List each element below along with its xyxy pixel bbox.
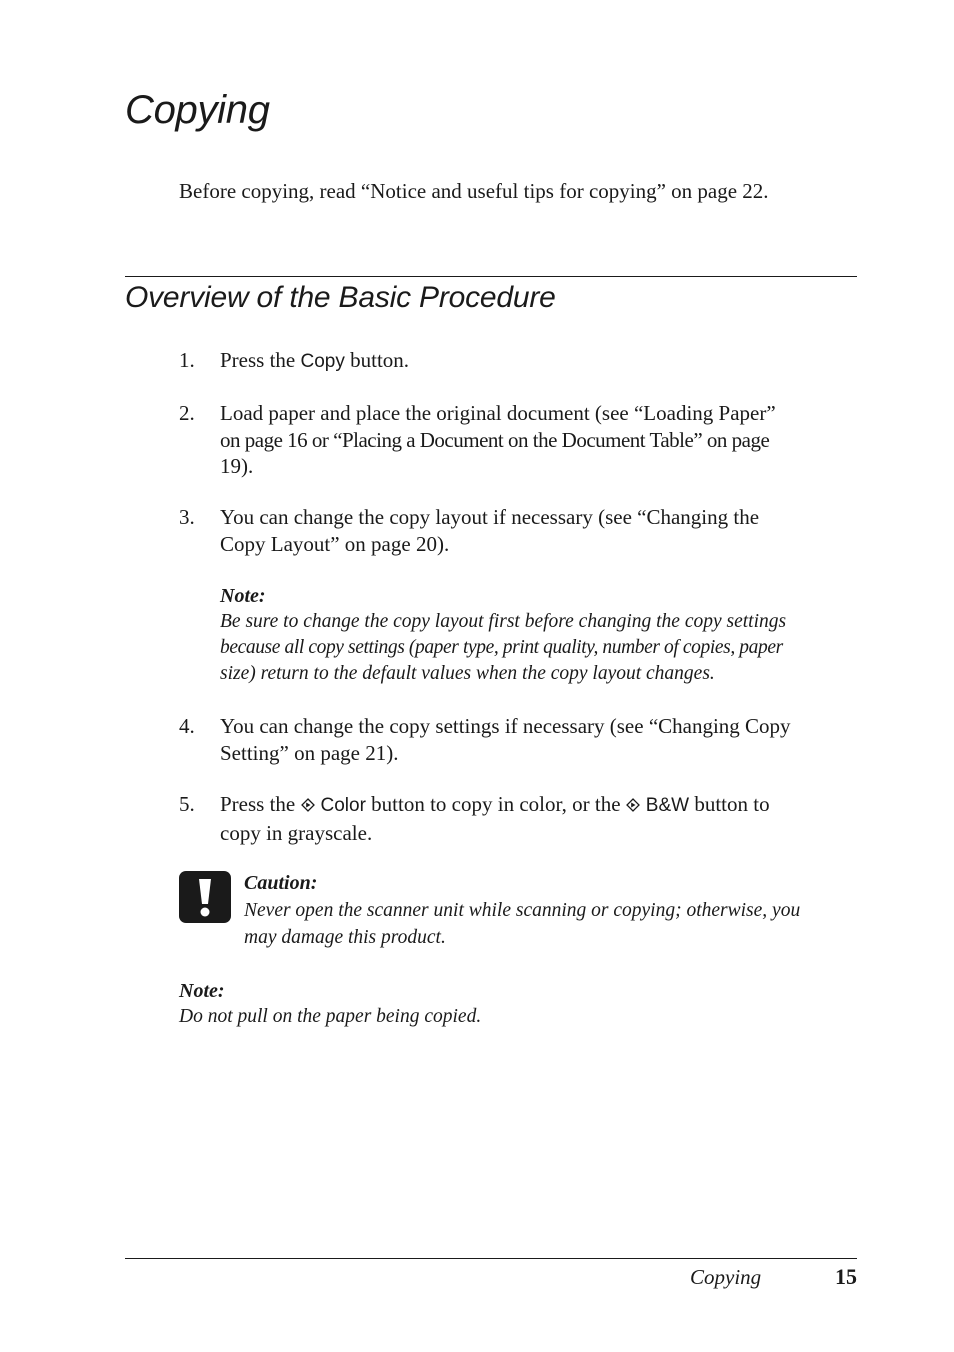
step-5-number: 5.	[179, 792, 195, 816]
caution-box	[244, 870, 859, 951]
copy-button-label: Copy	[300, 351, 345, 372]
caution-heading: Caution:	[244, 872, 318, 894]
step-3-number: 3.	[179, 505, 195, 529]
caution-line-2: may damage this product.	[244, 927, 446, 948]
final-note-body: Do not pull on the paper being copied.	[179, 1006, 482, 1027]
section-title: Overview of the Basic Procedure	[125, 281, 556, 314]
step-3-note	[220, 583, 860, 687]
step-2-number: 2.	[179, 401, 195, 425]
start-diamond-icon	[626, 798, 640, 812]
step-5-line-2: copy in grayscale.	[220, 820, 373, 845]
step-5-post: button to	[689, 792, 770, 816]
caution-line-1: Never open the scanner unit while scanning or copying; otherwise, you	[244, 900, 801, 921]
page-number: 15	[835, 1264, 857, 1289]
step-3-text	[220, 504, 860, 557]
note-line-1: Be sure to change the copy layout first before changing the copy settings	[220, 611, 787, 632]
footer-section-title: Copying	[690, 1265, 762, 1289]
step-2-text	[220, 400, 860, 480]
note-heading: Note:	[220, 585, 266, 607]
step-2-line-1: Load paper and place the original document (see “Loading Paper”	[220, 401, 776, 425]
step-3-line-2: Copy Layout” on page 20).	[220, 531, 450, 556]
step-4-line-2: Setting” on page 21).	[220, 740, 399, 765]
step-5-mid: button to copy in color, or the	[365, 792, 626, 816]
section-divider	[125, 276, 857, 277]
final-note	[179, 978, 859, 1030]
step-4-line-1: You can change the copy settings if necessary (see “Changing Copy	[220, 714, 791, 738]
step-1-post: button.	[344, 348, 410, 372]
step-2-line-2: on page 16 or “Placing a Document on the Document Table” on page	[220, 427, 770, 452]
step-5-pre: Press the	[220, 792, 301, 816]
step-2-line-3: 19).	[220, 454, 254, 478]
step-4-number: 4.	[179, 714, 195, 738]
bw-button-label: B&W	[645, 795, 690, 816]
step-5-line-1	[220, 791, 860, 820]
step-1-number: 1.	[179, 348, 195, 372]
step-4-text	[220, 713, 860, 766]
page-title: Copying	[125, 88, 270, 132]
color-button-label: Color	[320, 795, 366, 816]
start-diamond-icon	[301, 798, 315, 812]
footer-divider	[125, 1258, 857, 1259]
exclamation-icon	[179, 871, 231, 923]
note-line-2: because all copy settings (paper type, print quality, number of copies, paper	[220, 637, 783, 658]
final-note-heading: Note:	[179, 980, 225, 1002]
step-1-pre: Press the	[220, 348, 301, 372]
intro-paragraph: Before copying, read “Notice and useful tips for copying” on page 22.	[179, 179, 769, 203]
step-3-line-1: You can change the copy layout if necessary (see “Changing the	[220, 505, 760, 529]
step-5-text	[220, 791, 860, 846]
note-line-3: size) return to the default values when the copy layout changes.	[220, 663, 715, 684]
step-1-text	[220, 347, 860, 376]
